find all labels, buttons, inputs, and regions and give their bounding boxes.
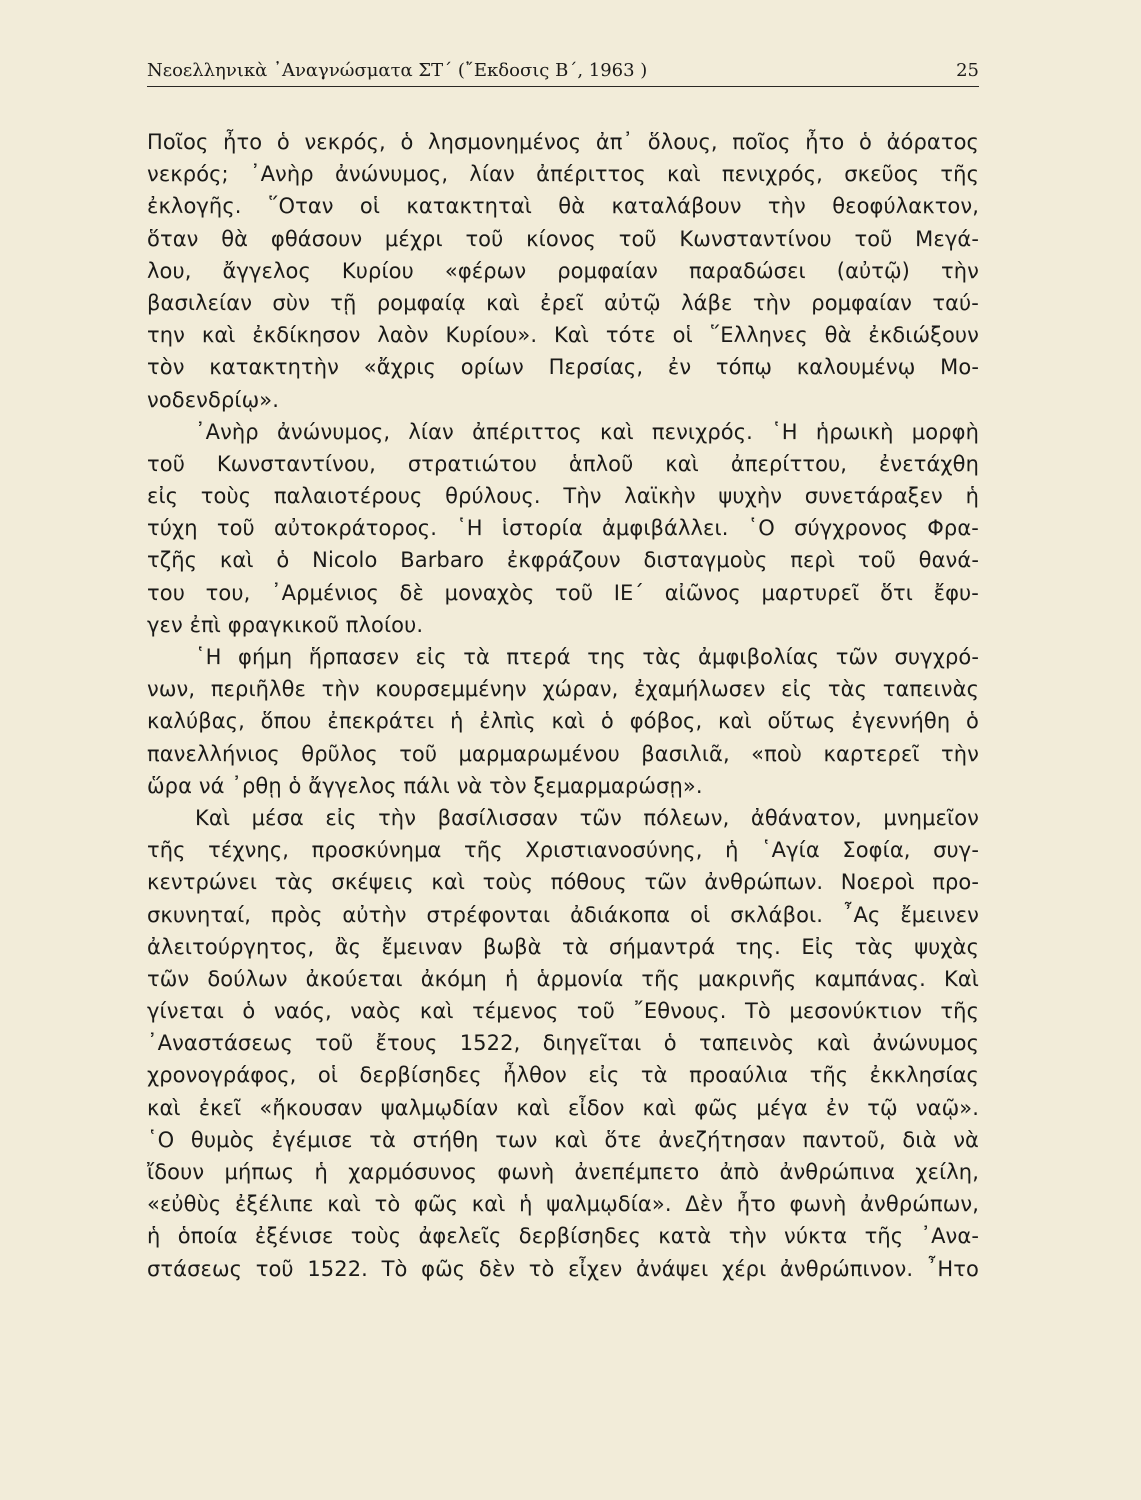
running-title: Νεοελληνικὰ ᾽Αναγνώσματα ΣΤ´ (῎Εκδοσις Β´, 1963 ) (147, 60, 648, 81)
text-line: καλύβας, ὅπου ἐπεκράτει ἡ ἐλπὶς καὶ ὁ φόβος, καὶ οὕτως ἐγεννήθη ὁ (147, 709, 979, 734)
header-rule (147, 86, 979, 87)
text-line: σκυνηταί, πρὸς αὐτὴν στρέφονται ἀδιάκοπα οἱ σκλάβοι. ῏Ας ἔμεινεν (147, 902, 979, 927)
page-number: 25 (956, 60, 979, 81)
text-line: «εὐθὺς ἐξέλιπε καὶ τὸ φῶς καὶ ἡ ψαλμῳδία». Δὲν ἦτο φωνὴ ἀνθρώπων, (147, 1192, 979, 1217)
text-line: ἴδουν μήπως ἡ χαρμόσυνος φωνὴ ἀνεπέμπετο ἀπὸ ἀνθρώπινα χείλη, (147, 1160, 979, 1184)
text-line: ῾Ο θυμὸς ἐγέμισε τὰ στήθη των καὶ ὅτε ἀνεζήτησαν παντοῦ, διὰ νὰ (147, 1127, 979, 1152)
text-line: Καὶ μέσα εἰς τὴν βασίλισσαν τῶν πόλεων, ἀθάνατον, μνημεῖον (195, 805, 979, 830)
text-line: λου, ἄγγελος Κυρίου «φέρων ρομφαίαν παραδώσει (αὐτῷ) τὴν (147, 258, 979, 283)
text-line: πανελλήνιος θρῦλος τοῦ μαρμαρωμένου βασιλιᾶ, «ποὺ καρτερεῖ τὴν (147, 741, 979, 766)
running-header (147, 55, 979, 87)
text-line: ὥρα νά ᾽ρθῃ ὁ ἄγγελος πάλι νὰ τὸν ξεμαρμαρώσῃ». (147, 773, 703, 798)
text-line: τὸν κατακτητὴν «ἄχρις ορίων Περσίας, ἐν τόπῳ καλουμένῳ Μο- (147, 355, 979, 380)
text-line: τζῆς καὶ ὁ Nicolo Barbaro ἐκφράζουν δισταγμοὺς περὶ τοῦ θανά- (147, 548, 979, 573)
text-line: καὶ ἐκεῖ «ἤκουσαν ψαλμῳδίαν καὶ εἶδον καὶ φῶς μέγα ἐν τῷ ναῷ». (147, 1095, 979, 1120)
text-line: τῶν δούλων ἀκούεται ἀκόμη ἡ ἁρμονία τῆς μακρινῆς καμπάνας. Καὶ (147, 966, 979, 991)
text-line: γεν ἐπὶ φραγκικοῦ πλοίου. (147, 612, 424, 637)
text-line: τοῦ Κωνσταντίνου, στρατιώτου ἁπλοῦ καὶ ἀπερίττου, ἐνετάχθη (147, 451, 979, 476)
text-line: νων, περιῆλθε τὴν κουρσεμμένην χώραν, ἐχαμήλωσεν εἰς τὰς ταπεινὰς (147, 677, 979, 702)
text-line: νεκρός; ᾽Ανὴρ ἀνώνυμος, λίαν ἀπέριττος καὶ πενιχρός, σκεῦος τῆς (147, 162, 979, 187)
text-line: γίνεται ὁ ναός, ναὸς καὶ τέμενος τοῦ ῎Εθνους. Τὸ μεσονύκτιον τῆς (147, 999, 979, 1024)
text-line: ὅταν θὰ φθάσουν μέχρι τοῦ κίονος τοῦ Κωνσταντίνου τοῦ Μεγά- (147, 226, 979, 251)
text-line: χρονογράφος, οἱ δερβίσηδες ἦλθον εἰς τὰ προαύλια τῆς ἐκκλησίας (147, 1063, 979, 1088)
text-line: την καὶ ἐκδίκησον λαὸν Κυρίου». Καὶ τότε οἱ ῞Ελληνες θὰ ἐκδιώξουν (147, 323, 979, 348)
text-line: Ποῖος ἦτο ὁ νεκρός, ὁ λησμονημένος ἀπ᾽ ὅλους, ποῖος ἦτο ὁ ἀόρατος (147, 130, 979, 154)
text-line: ᾽Αναστάσεως τοῦ ἔτους 1522, διηγεῖται ὁ ταπεινὸς καὶ ἀνώνυμος (147, 1031, 979, 1056)
text-line: στάσεως τοῦ 1522. Τὸ φῶς δὲν τὸ εἶχεν ἀνάψει χέρι ἀνθρώπινον. ῏Ητο (147, 1256, 979, 1281)
text-line: νοδενδρίῳ». (147, 387, 280, 412)
text-line: ἐκλογῆς. ῞Οταν οἱ κατακτηταὶ θὰ καταλάβουν τὴν θεοφύλακτον, (147, 194, 979, 219)
text-line: κεντρώνει τὰς σκέψεις καὶ τοὺς πόθους τῶν ἀνθρώπων. Νοεροὶ προ- (147, 870, 979, 895)
body-text (147, 126, 979, 1285)
text-line: τῆς τέχνης, προσκύνημα τῆς Χριστιανοσύνης, ἡ ῾Αγία Σοφία, συγ- (147, 838, 979, 863)
text-line: βασιλείαν σὺν τῇ ρομφαίᾳ καὶ ἐρεῖ αὐτῷ λάβε τὴν ρομφαίαν ταύ- (147, 290, 979, 315)
text-line: ἀλειτούργητος, ἂς ἔμειναν βωβὰ τὰ σήμαντρά της. Εἰς τὰς ψυχὰς (147, 934, 979, 959)
text-line: ᾽Ανὴρ ἀνώνυμος, λίαν ἀπέριττος καὶ πενιχρός. ῾Η ἡρωικὴ μορφὴ (195, 419, 979, 444)
text-line: ῾Η φήμη ἥρπασεν εἰς τὰ πτερά της τὰς ἀμφιβολίας τῶν συγχρό- (195, 645, 979, 669)
text-line: τύχη τοῦ αὐτοκράτορος. ῾Η ἱστορία ἀμφιβάλλει. ῾Ο σύγχρονος Φρα- (147, 516, 979, 541)
text-line: του του, ᾽Αρμένιος δὲ μοναχὸς τοῦ ΙΕ´ αἰῶνος μαρτυρεῖ ὅτι ἔφυ- (147, 580, 979, 605)
text-line: ἡ ὁποία ἐξένισε τοὺς ἀφελεῖς δερβίσηδες κατὰ τὴν νύκτα τῆς ᾽Ανα- (147, 1224, 979, 1249)
text-line: εἰς τοὺς παλαιοτέρους θρύλους. Τὴν λαϊκὴν ψυχὴν συνετάραξεν ἡ (147, 484, 979, 509)
